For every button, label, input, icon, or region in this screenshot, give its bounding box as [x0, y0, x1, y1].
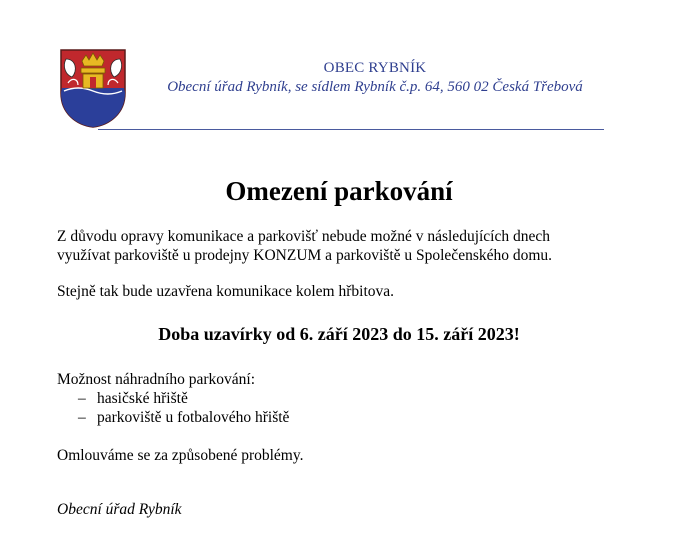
alternative-parking-list [57, 389, 289, 427]
office-address: Obecní úřad Rybník, se sídlem Rybník č.p. 64, 560 02 Česká Třebová [167, 79, 583, 95]
list-item [57, 408, 289, 427]
list-item-label: hasičské hřiště [97, 390, 188, 407]
paragraph-1-line-2: využívat parkoviště u prodejny KONZUM a parkoviště u Společenského domu. [57, 247, 553, 264]
notice-title: Omezení parkování [225, 176, 453, 206]
signature: Obecní úřad Rybník [57, 501, 182, 518]
municipality-name: OBEC RYBNÍK [323, 60, 427, 76]
coat-of-arms-icon [58, 47, 128, 129]
dash-bullet: – [78, 409, 86, 426]
alternative-parking-label: Možnost náhradního parkování: [57, 371, 256, 388]
letterhead [130, 59, 620, 96]
closure-period: Doba uzavírky od 6. září 2023 do 15. září 2023! [158, 324, 520, 344]
apology-text: Omlouváme se za způsobené problémy. [57, 447, 304, 464]
paragraph-1-line-1: Z důvodu opravy komunikace a parkovišť nebude možné v následujících dnech [57, 228, 551, 245]
notice-paragraph-1 [57, 227, 552, 265]
letterhead-divider [98, 129, 604, 130]
list-item [57, 389, 289, 408]
dash-bullet: – [78, 390, 86, 407]
notice-paragraph-2: Stejně tak bude uzavřena komunikace kolem hřbitova. [57, 283, 395, 300]
list-item-label: parkoviště u fotbalového hřiště [97, 409, 290, 426]
